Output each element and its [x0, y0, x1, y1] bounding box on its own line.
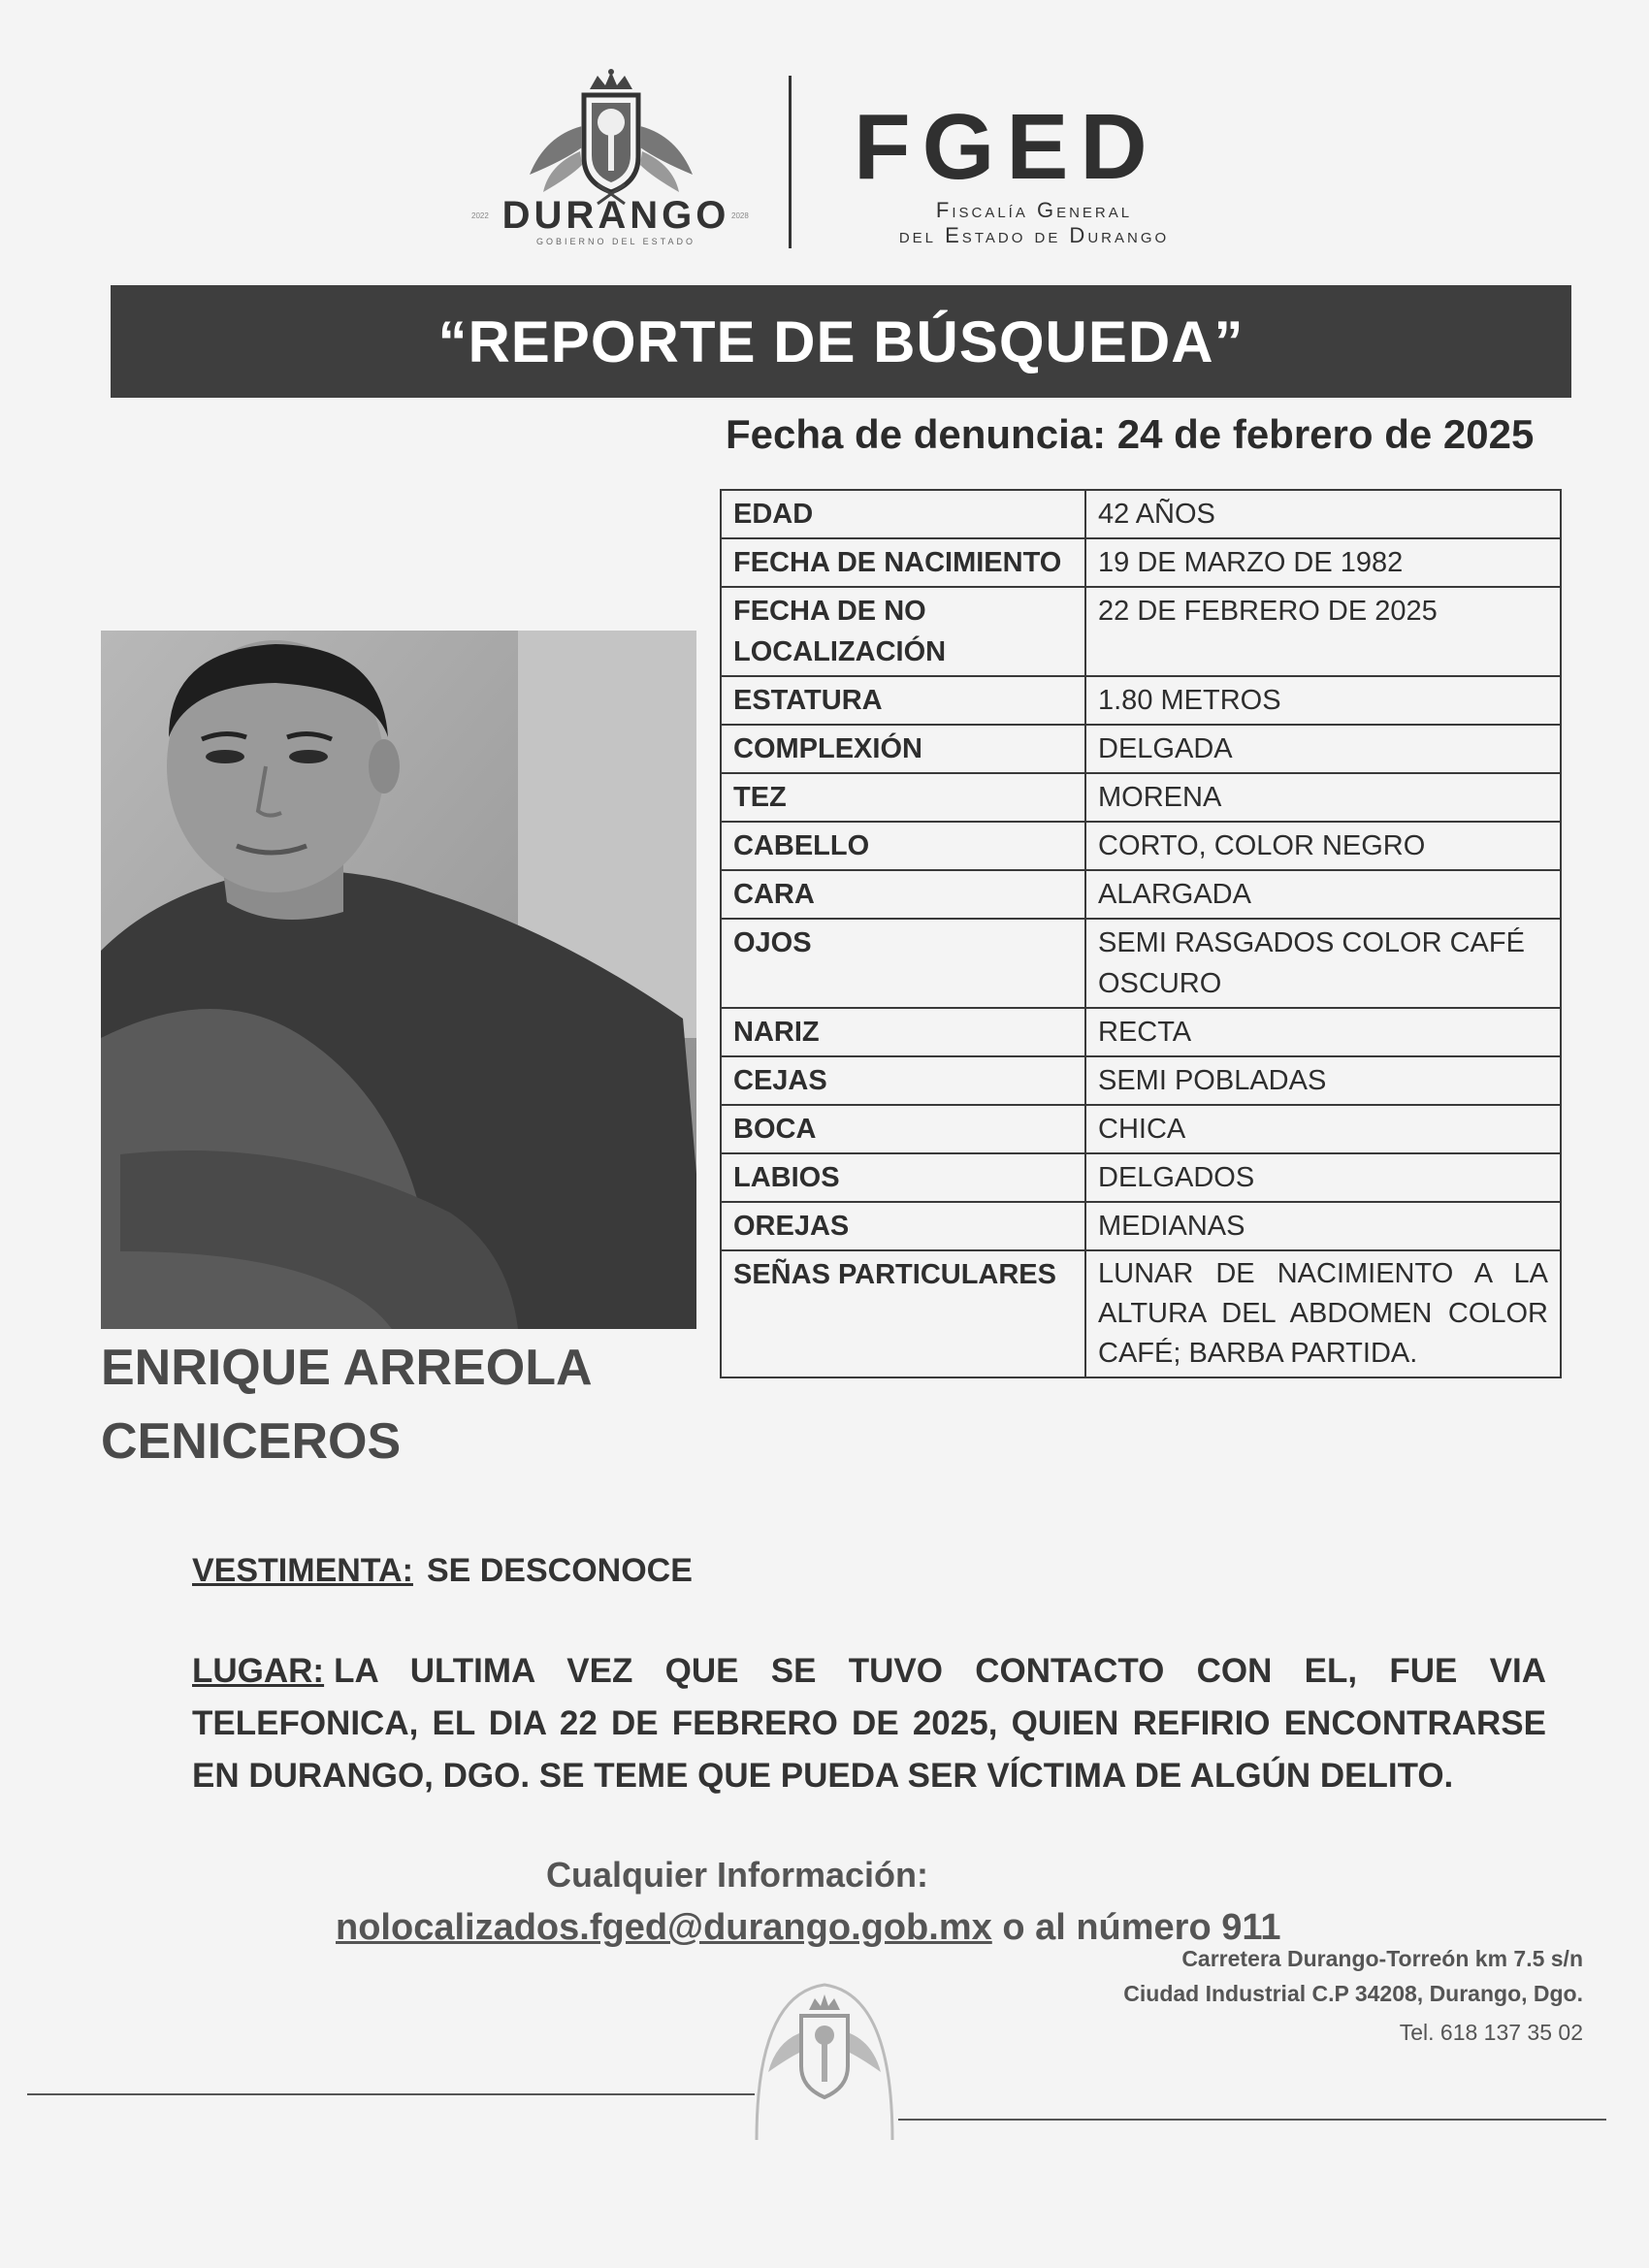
- row-value: MEDIANAS: [1085, 1202, 1561, 1250]
- row-label: CARA: [721, 870, 1085, 919]
- table-row: [721, 919, 1561, 1008]
- clothing-label: VESTIMENTA:: [192, 1552, 413, 1589]
- table-row: [721, 725, 1561, 773]
- row-label: TEZ: [721, 773, 1085, 822]
- missing-person-photo: [101, 631, 696, 1329]
- row-value: DELGADA: [1085, 725, 1561, 773]
- row-value: CORTO, COLOR NEGRO: [1085, 822, 1561, 870]
- table-row: [721, 773, 1561, 822]
- fged-acronym: FGED: [854, 95, 1159, 199]
- row-value: SEMI RASGADOS COLOR CAFÉ OSCURO: [1085, 919, 1561, 1008]
- table-row: [721, 676, 1561, 725]
- table-row: [721, 490, 1561, 538]
- agency-name-line1: Fiscalía General: [935, 198, 1133, 222]
- row-value: 22 DE FEBRERO DE 2025: [1085, 587, 1561, 676]
- durango-logo-subtitle: GOBIERNO DEL ESTADO: [535, 237, 696, 246]
- report-title: “REPORTE DE BÚSQUEDA”: [111, 285, 1571, 398]
- footer-rule-left: [27, 2093, 755, 2095]
- footer-seal-icon: [737, 1965, 912, 2140]
- table-row: [721, 587, 1561, 676]
- missing-person-name: ENRIQUE ARREOLA CENICEROS: [101, 1340, 591, 1470]
- table-row: [721, 1250, 1561, 1377]
- row-value: DELGADOS: [1085, 1153, 1561, 1202]
- address-line1: Carretera Durango-Torreón km 7.5 s/n: [1181, 1946, 1583, 1971]
- agency-name-line2: del Estado de Durango: [898, 223, 1170, 247]
- physical-description-table: [720, 489, 1562, 1378]
- row-label: ESTATURA: [721, 676, 1085, 725]
- place-label: LUGAR:: [192, 1652, 325, 1690]
- durango-logo-year-end: 2028: [731, 211, 749, 220]
- footer-rule-right: [898, 2119, 1606, 2121]
- place-text: LA ULTIMA VEZ QUE SE TUVO CONTACTO CON EL, FUE VIA TELEFONICA, EL DIA 22 DE FEBRERO DE 2025, QUIEN REFIRIO ENCONTRARSE EN DURANGO, DGO. SE TEME QUE PUEDA SER VÍCTIMA DE ALGÚN DELITO.: [192, 1652, 1546, 1795]
- row-label: NARIZ: [721, 1008, 1085, 1056]
- row-value: CHICA: [1085, 1105, 1561, 1153]
- contact-phone: 911: [1221, 1907, 1281, 1948]
- row-label: CABELLO: [721, 822, 1085, 870]
- contact-email-link[interactable]: nolocalizados.fged@durango.gob.mx: [336, 1907, 992, 1948]
- last-seen-place: [192, 1645, 1546, 1802]
- table-row: [721, 1105, 1561, 1153]
- row-value: 42 AÑOS: [1085, 490, 1561, 538]
- table-row: [721, 1008, 1561, 1056]
- contact-line: [336, 1907, 1281, 1949]
- row-label: FECHA DE NO LOCALIZACIÓN: [721, 587, 1085, 676]
- clothing-value: SE DESCONOCE: [426, 1552, 693, 1589]
- table-row: [721, 1202, 1561, 1250]
- contact-heading: Cualquier Información:: [545, 1855, 929, 1895]
- table-row: [721, 1056, 1561, 1105]
- report-date: Fecha de denuncia: 24 de febrero de 2025: [726, 411, 1535, 457]
- row-label: OREJAS: [721, 1202, 1085, 1250]
- durango-wordmark: DURANGO: [501, 194, 730, 237]
- table-row: [721, 1153, 1561, 1202]
- row-label: LABIOS: [721, 1153, 1085, 1202]
- row-label: EDAD: [721, 490, 1085, 538]
- row-label: BOCA: [721, 1105, 1085, 1153]
- header-divider: [789, 76, 792, 248]
- clothing-info: [192, 1552, 693, 1590]
- table-row: [721, 822, 1561, 870]
- row-label: CEJAS: [721, 1056, 1085, 1105]
- row-label: OJOS: [721, 919, 1085, 1008]
- table-row: [721, 870, 1561, 919]
- row-value: ALARGADA: [1085, 870, 1561, 919]
- row-label: COMPLEXIÓN: [721, 725, 1085, 773]
- row-value: RECTA: [1085, 1008, 1561, 1056]
- row-label: FECHA DE NACIMIENTO: [721, 538, 1085, 587]
- contact-connector: o al número: [1002, 1907, 1212, 1948]
- row-value: LUNAR DE NACIMIENTO A LA ALTURA DEL ABDOMEN COLOR CAFÉ; BARBA PARTIDA.: [1085, 1250, 1561, 1377]
- row-value: 1.80 METROS: [1085, 676, 1561, 725]
- row-value: SEMI POBLADAS: [1085, 1056, 1561, 1105]
- address-line2: Ciudad Industrial C.P 34208, Durango, Dgo.: [1123, 1981, 1583, 2006]
- table-row: [721, 538, 1561, 587]
- row-label: SEÑAS PARTICULARES: [721, 1250, 1085, 1377]
- address-phone: Tel. 618 137 35 02: [1399, 2020, 1583, 2045]
- row-value: MORENA: [1085, 773, 1561, 822]
- row-value: 19 DE MARZO DE 1982: [1085, 538, 1561, 587]
- durango-logo-year-start: 2022: [471, 211, 489, 220]
